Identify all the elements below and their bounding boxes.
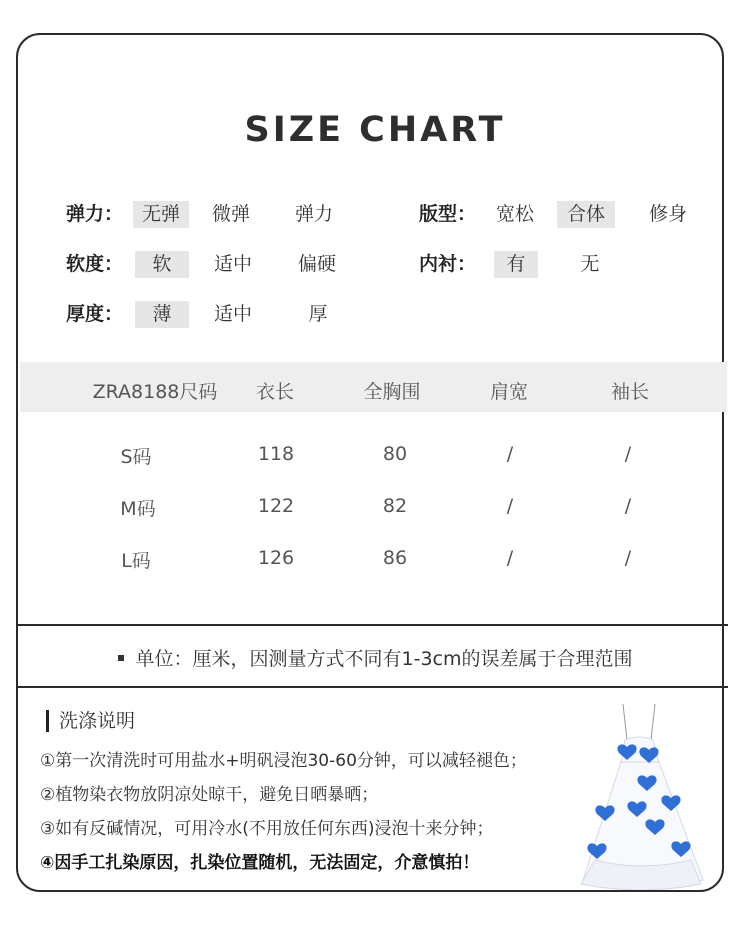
table-cell-sleeve: /: [624, 495, 632, 517]
header-bust: 全胸围: [363, 381, 421, 403]
divider: [17, 624, 728, 626]
unit-note: [0, 644, 750, 671]
fit-option-loose: 宽松: [495, 203, 534, 225]
table-cell-size: L码: [121, 550, 151, 572]
softness-label: 软度：: [66, 253, 124, 275]
wash-line: ①第一次清洗时可用盐水+明矾浸泡30-60分钟，可以减轻褪色；: [40, 751, 527, 771]
elasticity-option-none: 无弹: [133, 201, 189, 228]
thickness-label: 厚度：: [66, 303, 124, 325]
table-cell-length: 122: [257, 495, 295, 517]
lining-label: 内衬：: [419, 253, 477, 275]
fit-option-slim: 修身: [648, 203, 687, 225]
thickness-option-medium: 适中: [213, 303, 252, 325]
wash-title: 洗涤说明: [46, 710, 135, 732]
divider: [17, 686, 728, 688]
wash-line: ②植物染衣物放阴凉处晾干，避免日晒暴晒；: [40, 785, 379, 805]
elasticity-option-elastic: 弹力: [294, 203, 333, 225]
thickness-option-thick: 厚: [308, 303, 328, 325]
table-cell-shoulder: /: [506, 443, 514, 465]
table-cell-shoulder: /: [506, 495, 514, 517]
header-size: ZRA8188尺码: [92, 381, 218, 403]
softness-option-stiff: 偏硬: [297, 253, 336, 275]
table-cell-size: M码: [120, 498, 156, 520]
elasticity-option-slight: 微弹: [211, 203, 250, 225]
wash-line-warning: ④因手工扎染原因，扎染位置随机，无法固定，介意慎拍！: [40, 853, 480, 873]
table-cell-length: 118: [257, 443, 295, 465]
bullet-icon: [118, 655, 124, 661]
page-title: SIZE CHART: [244, 110, 506, 150]
table-cell-bust: 80: [382, 443, 408, 465]
wash-line: ③如有反碱情况，可用冷水(不用放任何东西)浸泡十来分钟；: [40, 819, 494, 839]
header-shoulder: 肩宽: [489, 381, 528, 403]
fit-label: 版型：: [419, 203, 477, 225]
table-cell-sleeve: /: [624, 443, 632, 465]
header-sleeve: 袖长: [610, 381, 649, 403]
lining-option-no: 无: [580, 253, 600, 275]
dress-product-image: [575, 700, 710, 890]
softness-option-medium: 适中: [213, 253, 252, 275]
thickness-option-thin: 薄: [135, 301, 189, 328]
table-cell-size: S码: [120, 446, 152, 468]
table-cell-shoulder: /: [506, 547, 514, 569]
table-cell-length: 126: [257, 547, 295, 569]
fit-option-regular: 合体: [557, 201, 615, 228]
table-cell-bust: 82: [382, 495, 408, 517]
table-cell-bust: 86: [382, 547, 408, 569]
table-cell-sleeve: /: [624, 547, 632, 569]
header-length: 衣长: [255, 381, 294, 403]
unit-note-text: 单位：厘米，因测量方式不同有1-3cm的误差属于合理范围: [135, 648, 633, 670]
lining-option-yes: 有: [494, 251, 538, 278]
softness-option-soft: 软: [135, 251, 189, 278]
elasticity-label: 弹力：: [66, 203, 124, 225]
